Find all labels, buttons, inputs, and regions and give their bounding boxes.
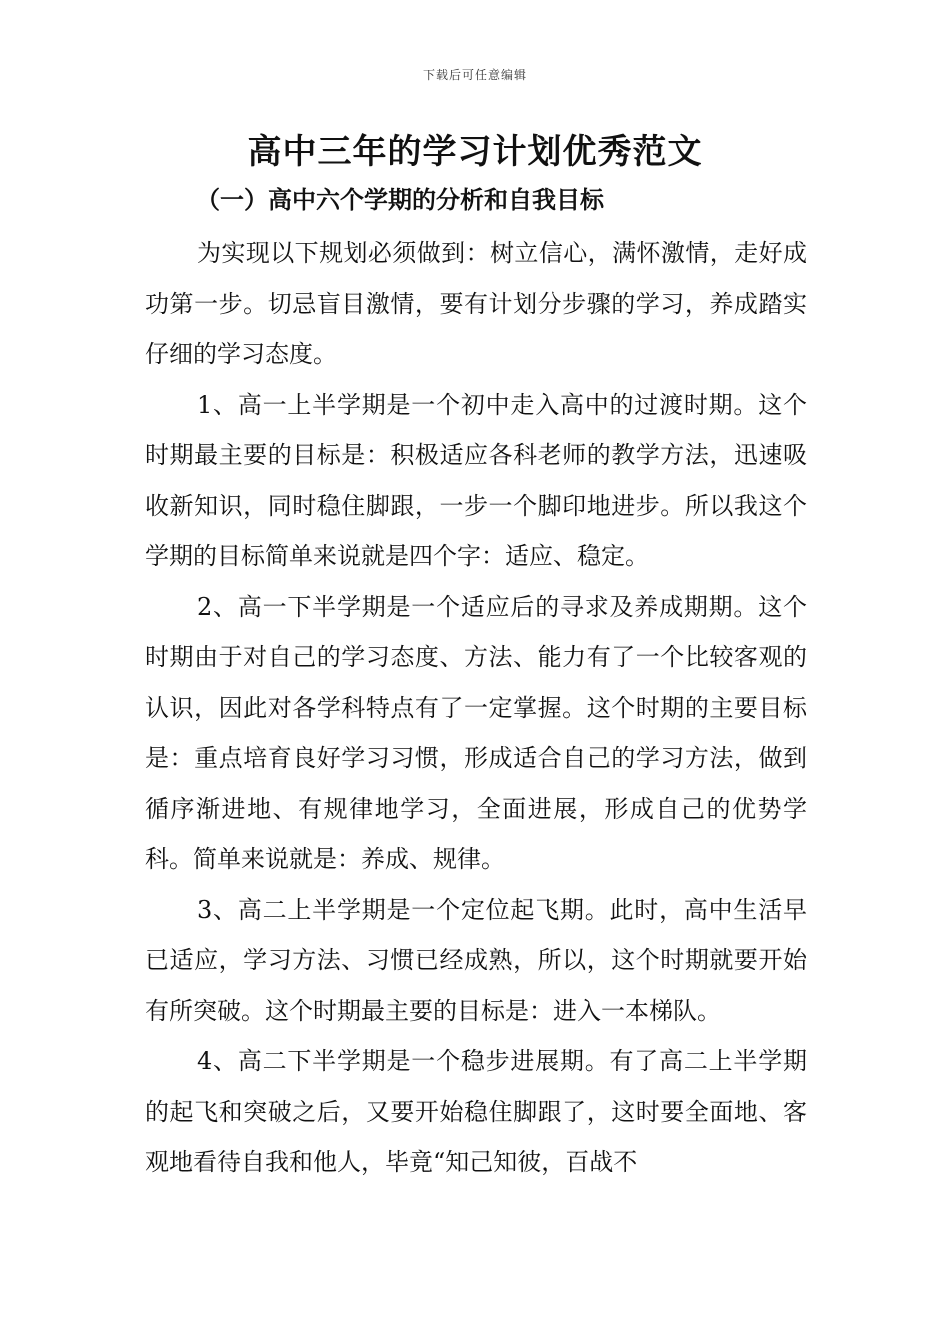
paragraph-semester-1: 1、高一上半学期是一个初中走入高中的过渡时期。这个时期最主要的目标是：积极适应各科老师的教学方法，迅速吸收新知识，同时稳住脚跟，一步一个脚印地进步。所以我这个学期的目标简单来说就是四个字：适应、稳定。 bbox=[145, 390, 807, 570]
paragraph-semester-2: 2、高一下半学期是一个适应后的寻求及养成期期。这个时期由于对自己的学习态度、方法、能力有了一个比较客观的认识，因此对各学科特点有了一定掌握。这个时期的主要目标是：重点培育良好学习习惯，形成适合自己的学习方法，做到循序渐进地、有规律地学习，全面进展，形成自己的优势学科。简单来说就是：养成、规律。 bbox=[145, 592, 807, 873]
document-body bbox=[145, 228, 807, 1188]
paragraph-semester-3: 3、高二上半学期是一个定位起飞期。此时，高中生活早已适应，学习方法、习惯已经成熟，所以，这个时期就要开始有所突破。这个时期最主要的目标是：进入一本梯队。 bbox=[145, 895, 807, 1025]
document-title: 高中三年的学习计划优秀范文 bbox=[247, 132, 703, 172]
paragraph-semester-4: 4、高二下半学期是一个稳步进展期。有了高二上半学期的起飞和突破之后，又要开始稳住脚跟了，这时要全面地、客观地看待自我和他人，毕竟“知己知彼，百战不 bbox=[145, 1047, 807, 1176]
section-subheading: （一）高中六个学期的分析和自我目标 bbox=[196, 185, 604, 214]
header-note: 下载后可任意编辑 bbox=[422, 68, 527, 82]
paragraph-intro: 为实现以下规划必须做到：树立信心，满怀激情，走好成功第一步。切忌盲目激情，要有计划分步骤的学习，养成踏实仔细的学习态度。 bbox=[145, 239, 807, 368]
